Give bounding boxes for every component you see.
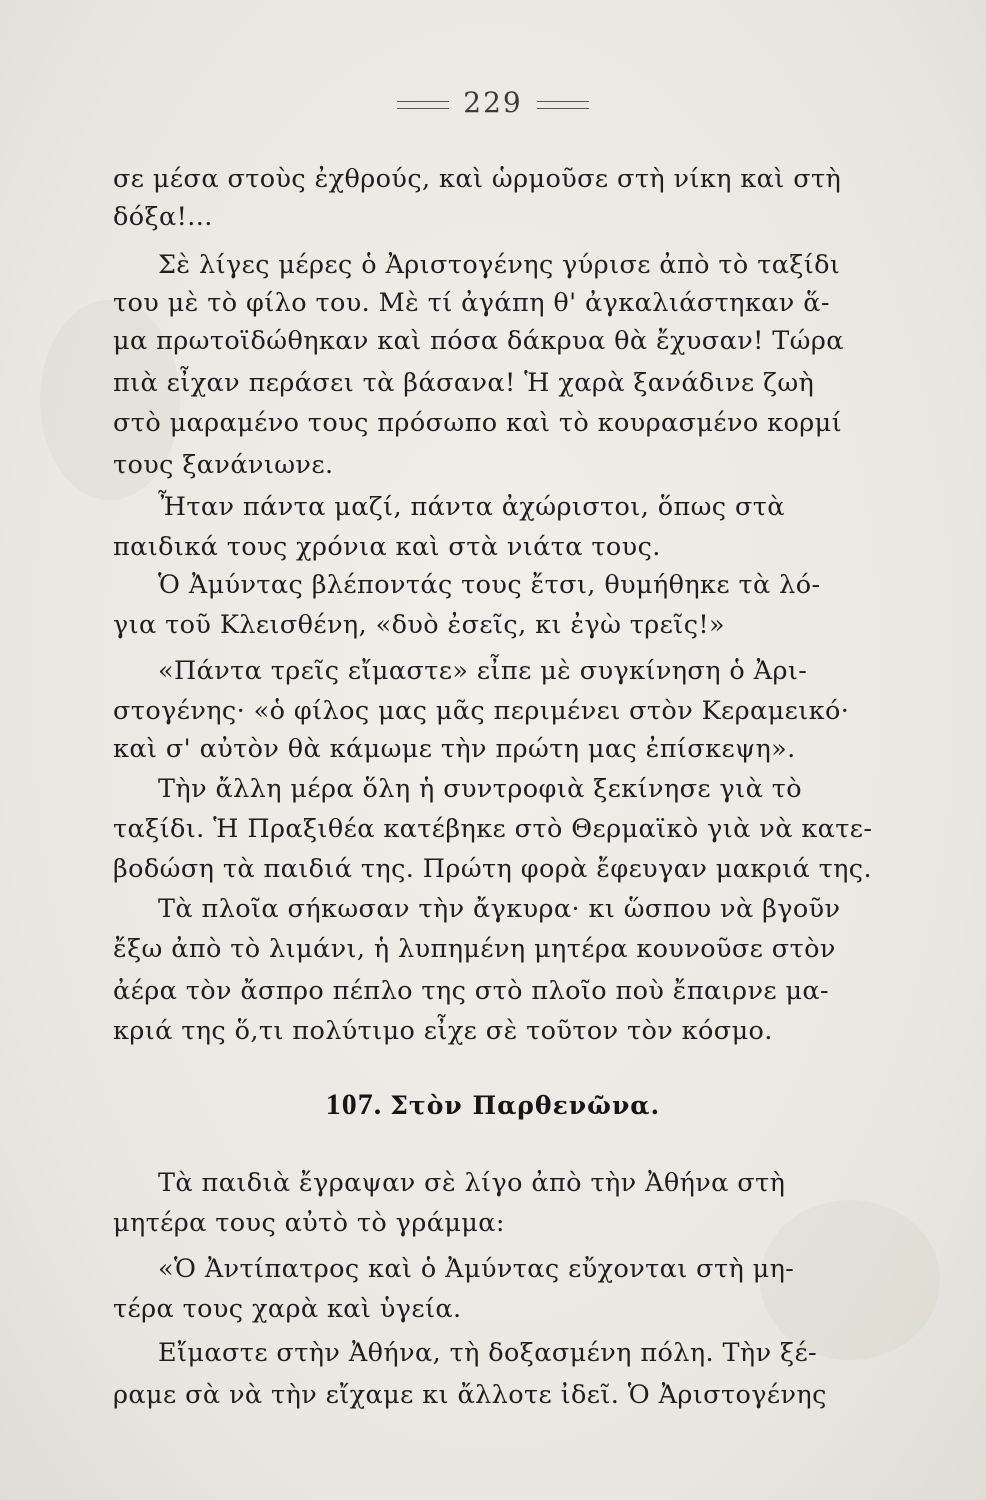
text-line: ραμε σὰ νὰ τὴν εἴχαμε κι ἄλλοτε ἰδεῖ. Ὁ Ἀριστογένης	[113, 1380, 827, 1410]
text-line: ταξίδι. Ἡ Πραξιθέα κατέβηκε στὸ Θερμαϊκὸ γιὰ νὰ κατε-	[113, 814, 873, 844]
text-line: βοδώση τὰ παιδιά της. Πρώτη φορὰ ἔφευγαν μακριά της.	[113, 854, 872, 884]
text-line: στὸ μαραμένο τους πρόσωπο καὶ τὸ κουρασμένο κορμί	[113, 408, 843, 438]
text-line: μητέρα τους αὐτὸ τὸ γράμμα:	[113, 1208, 505, 1238]
page-number: 229	[463, 86, 523, 119]
text-line: ἀέρα τὸν ἄσπρο πέπλο της στὸ πλοῖο ποὺ ἔπαιρνε μα-	[113, 976, 830, 1006]
text-line: Ἦταν πάντα μαζί, πάντα ἀχώριστοι, ὅπως στὰ	[158, 492, 785, 522]
text-line: «Πάντα τρεῖς εἴμαστε» εἶπε μὲ συγκίνηση ὁ Ἀρι-	[158, 656, 808, 686]
page-header	[0, 86, 986, 119]
text-line: δόξα!...	[113, 202, 213, 232]
text-line: τους ξανάνιωνε.	[113, 450, 334, 480]
text-line: πιὰ εἶχαν περάσει τὰ βάσανα! Ἡ χαρὰ ξανάδινε ζωὴ	[113, 368, 815, 398]
text-line: μα πρωτοϊδώθηκαν καὶ πόσα δάκρυα θὰ ἔχυσαν! Τώρα	[113, 326, 844, 356]
text-line: τέρα τους χαρὰ καὶ ὑγεία.	[113, 1294, 462, 1324]
text-line: Τὰ πλοῖα σήκωσαν τὴν ἄγκυρα· κι ὥσπου νὰ βγοῦν	[158, 894, 841, 924]
text-line: για τοῦ Κλεισθένη, «δυὸ ἐσεῖς, κι ἐγὼ τρεῖς!»	[113, 610, 726, 640]
header-rule-right	[537, 101, 589, 109]
text-line: του μὲ τὸ φίλο του. Μὲ τί ἀγάπη θ' ἀγκαλιάστηκαν ἅ-	[113, 288, 830, 318]
section-title-text: Στὸν Παρθενῶνα.	[390, 1091, 661, 1120]
text-line: κριά της ὅ,τι πολύτιμο εἶχε σὲ τοῦτον τὸν κόσμο.	[113, 1016, 773, 1046]
text-line: σε μέσα στοὺς ἐχθρούς, καὶ ὡρμοῦσε στὴ νίκη καὶ στὴ	[113, 164, 842, 194]
text-line: Ὁ Ἀμύντας βλέποντάς τους ἔτσι, θυμήθηκε τὰ λό-	[158, 570, 821, 600]
text-line: Εἴμαστε στὴν Ἀθήνα, τὴ δοξασμένη πόλη. Τὴν ξέ-	[158, 1338, 818, 1368]
text-line: Τὰ παιδιὰ ἔγραψαν σὲ λίγο ἀπὸ τὴν Ἀθήνα στὴ	[158, 1168, 786, 1198]
section-number: 107.	[325, 1088, 383, 1121]
text-line: παιδικά τους χρόνια καὶ στὰ νιάτα τους.	[113, 532, 661, 562]
text-line: Σὲ λίγες μέρες ὁ Ἀριστογένης γύρισε ἀπὸ τὸ ταξίδι	[158, 250, 841, 280]
text-line: Τὴν ἄλλη μέρα ὅλη ἡ συντροφιὰ ξεκίνησε γιὰ τὸ	[158, 774, 802, 804]
text-line: ἔξω ἀπὸ τὸ λιμάνι, ἡ λυπημένη μητέρα κουνοῦσε στὸν	[113, 934, 836, 964]
header-rule-left	[397, 101, 449, 109]
text-line: στογένης· «ὁ φίλος μας μᾶς περιμένει στὸν Κεραμεικό·	[113, 696, 850, 726]
section-heading	[0, 1088, 986, 1122]
text-line: «Ὁ Ἀντίπατρος καὶ ὁ Ἀμύντας εὔχονται στὴ μη-	[158, 1254, 795, 1284]
text-line: καὶ σ' αὐτὸν θὰ κάμωμε τὴν πρώτη μας ἐπίσκεψη».	[113, 734, 796, 764]
